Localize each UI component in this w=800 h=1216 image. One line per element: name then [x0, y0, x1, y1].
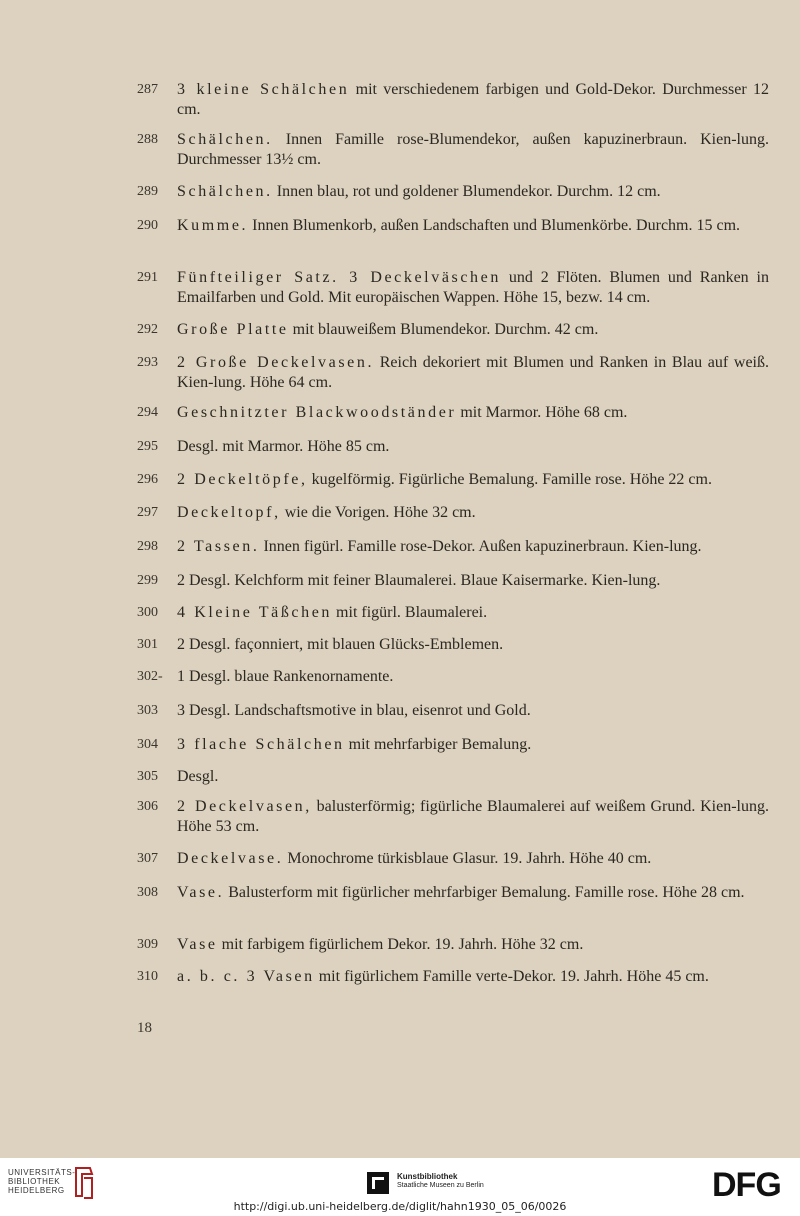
- entry-number: 303: [137, 703, 158, 718]
- entry-title: 2 Tassen.: [177, 538, 260, 555]
- entry-text: [177, 80, 769, 120]
- entry-title: 3 flache Schälchen: [177, 736, 345, 753]
- entry-number: 295: [137, 439, 158, 454]
- entry-number: 300: [137, 605, 158, 620]
- entry-number: 292: [137, 322, 158, 337]
- entry-title: a. b. c. 3 Vasen: [177, 968, 315, 985]
- entry-number: 293: [137, 355, 158, 370]
- entry-title: Große Platte: [177, 321, 289, 338]
- catalog-entry: [137, 701, 769, 721]
- catalog-entry: [137, 849, 769, 869]
- uni-logo-line1: UNIVERSITÄTS-: [8, 1168, 76, 1177]
- catalog-entry: [137, 216, 769, 236]
- entry-number: 306: [137, 799, 158, 814]
- entry-text: [177, 849, 769, 869]
- catalog-entry: [137, 503, 769, 523]
- catalog-entry: [137, 935, 769, 955]
- catalog-entry: [137, 667, 769, 687]
- university-library-logo[interactable]: [8, 1168, 75, 1195]
- catalog-entry: [137, 571, 769, 591]
- entry-text: [177, 437, 769, 457]
- entry-title: 2 Große Deckelvasen.: [177, 354, 375, 371]
- catalog-entry: [137, 967, 769, 987]
- entry-text: [177, 735, 769, 755]
- kunstbibliothek-title: Kunstbibliothek: [397, 1172, 458, 1181]
- entry-text: [177, 537, 769, 557]
- entry-text: [177, 883, 769, 903]
- entry-description: Innen blau, rot und goldener Blumendekor. Durchm. 12 cm.: [272, 183, 661, 200]
- entry-text: [177, 603, 769, 623]
- catalog-entry: [137, 437, 769, 457]
- entry-description: mit figürlichem Famille verte-Dekor. 19. Jahrh. Höhe 45 cm.: [314, 968, 709, 985]
- entry-description: balusterförmig; figürliche Blaumalerei auf weißem Grund. Kien-lung. Höhe 53 cm.: [177, 798, 769, 835]
- entry-title: Vase: [177, 936, 218, 953]
- entry-text: [177, 635, 769, 655]
- entry-title: 4 Kleine Täßchen: [177, 604, 333, 621]
- entry-title: Schälchen.: [177, 131, 273, 148]
- entry-number: 299: [137, 573, 158, 588]
- entry-number: 302-: [137, 669, 163, 684]
- entry-text: [177, 967, 769, 987]
- entry-number: 309: [137, 937, 158, 952]
- catalog-entry: [137, 735, 769, 755]
- entry-title: Deckeltopf,: [177, 504, 281, 521]
- entry-description: mit farbigem figürlichem Dekor. 19. Jahrh. Höhe 32 cm.: [217, 936, 584, 953]
- entry-title: 2 Deckeltöpfe,: [177, 471, 308, 488]
- university-emblem-icon: [72, 1166, 96, 1200]
- catalog-entry: [137, 883, 769, 903]
- entry-number: 288: [137, 132, 158, 147]
- page-number: 18: [137, 1020, 152, 1036]
- entry-number: 308: [137, 885, 158, 900]
- entry-title: Schälchen.: [177, 183, 273, 200]
- dfg-logo[interactable]: DFG: [712, 1166, 781, 1204]
- catalog-entry: [137, 403, 769, 423]
- entry-description: und 2 Flöten. Blumen und Ranken in Emailfarben und Gold. Mit europäischen Wappen. Höhe 15, bezw. 14 cm.: [177, 269, 770, 306]
- kunstbibliothek-icon: [367, 1172, 389, 1194]
- entry-description: Balusterform mit figürlicher mehrfarbiger Bemalung. Famille rose. Höhe 28 cm.: [224, 884, 745, 901]
- entry-text: [177, 470, 769, 490]
- catalog-entry: [137, 603, 769, 623]
- entry-number: 296: [137, 472, 158, 487]
- entry-number: 294: [137, 405, 158, 420]
- catalog-entry: [137, 767, 769, 787]
- entry-title: Vase.: [177, 884, 225, 901]
- entry-number: 290: [137, 218, 158, 233]
- entry-number: 289: [137, 184, 158, 199]
- entry-number: 297: [137, 505, 158, 520]
- entry-description: 1 Desgl. blaue Rankenornamente.: [177, 668, 394, 685]
- catalog-entry: [137, 470, 769, 490]
- entry-number: 304: [137, 737, 158, 752]
- catalog-entry: [137, 537, 769, 557]
- entry-text: [177, 571, 769, 591]
- uni-logo-line3: HEIDELBERG: [8, 1186, 65, 1195]
- entry-text: [177, 667, 769, 687]
- entry-text: [177, 797, 769, 837]
- entry-title: Kumme.: [177, 217, 249, 234]
- entry-title: 2 Deckelvasen,: [177, 798, 312, 815]
- entry-number: 287: [137, 82, 158, 97]
- entry-title: 3 kleine Schälchen: [177, 81, 350, 98]
- uni-logo-line2: BIBLIOTHEK: [8, 1177, 61, 1186]
- entry-number: 310: [137, 969, 158, 984]
- entry-text: [177, 182, 769, 202]
- entry-text: [177, 403, 769, 423]
- entry-description: mit blauweißem Blumendekor. Durchm. 42 cm.: [288, 321, 599, 338]
- entry-description: Monochrome türkisblaue Glasur. 19. Jahrh. Höhe 40 cm.: [283, 850, 652, 867]
- catalog-entry: [137, 635, 769, 655]
- entry-description: Desgl.: [177, 768, 219, 785]
- entry-description: 3 Desgl. Landschaftsmotive in blau, eisenrot und Gold.: [177, 702, 531, 719]
- entry-title: Deckelvase.: [177, 850, 284, 867]
- catalog-entry: [137, 353, 769, 393]
- catalog-entry: [137, 130, 769, 170]
- entry-description: Innen Famille rose-Blumendekor, außen kapuzinerbraun. Kien-lung. Durchmesser 13½ cm.: [177, 131, 769, 168]
- entry-description: mit figürl. Blaumalerei.: [332, 604, 488, 621]
- entry-number: 307: [137, 851, 158, 866]
- catalog-entry: [137, 268, 769, 308]
- entry-text: [177, 767, 769, 787]
- entry-text: [177, 935, 769, 955]
- catalog-entry: [137, 80, 769, 120]
- entry-description: wie die Vorigen. Höhe 32 cm.: [280, 504, 476, 521]
- entry-text: [177, 216, 769, 236]
- entry-number: 298: [137, 539, 158, 554]
- entry-text: [177, 130, 769, 170]
- entry-text: [177, 503, 769, 523]
- kunstbibliothek-subtitle: Staatliche Museen zu Berlin: [397, 1182, 484, 1189]
- entry-text: [177, 353, 769, 393]
- entry-description: Innen Blumenkorb, außen Landschaften und Blumenkörbe. Durchm. 15 cm.: [248, 217, 741, 234]
- entry-text: [177, 701, 769, 721]
- entry-text: [177, 320, 769, 340]
- catalog-entry: [137, 320, 769, 340]
- entry-title: Fünfteiliger Satz. 3 Deckelväschen: [177, 269, 501, 286]
- entry-description: Reich dekoriert mit Blumen und Ranken in Blau auf weiß. Kien-lung. Höhe 64 cm.: [177, 354, 770, 391]
- catalog-entry: [137, 182, 769, 202]
- entry-text: [177, 268, 769, 308]
- entry-description: Innen figürl. Famille rose-Dekor. Außen kapuzinerbraun. Kien-lung.: [259, 538, 702, 555]
- entry-description: 2 Desgl. façonniert, mit blauen Glücks-Emblemen.: [177, 636, 504, 653]
- entry-title: Geschnitzter Blackwoodständer: [177, 404, 457, 421]
- entry-number: 305: [137, 769, 158, 784]
- catalog-entry: [137, 797, 769, 837]
- entry-description: mit verschiedenem farbigen und Gold-Dekor. Durchmesser 12 cm.: [177, 81, 769, 118]
- entry-number: 291: [137, 270, 158, 285]
- entry-description: kugelförmig. Figürliche Bemalung. Famille rose. Höhe 22 cm.: [307, 471, 712, 488]
- source-url[interactable]: http://digi.ub.uni-heidelberg.de/diglit/hahn1930_05_06/0026: [233, 1200, 567, 1213]
- entry-description: Desgl. mit Marmor. Höhe 85 cm.: [177, 438, 390, 455]
- entry-description: mit mehrfarbiger Bemalung.: [344, 736, 532, 753]
- entry-number: 301: [137, 637, 158, 652]
- entry-description: 2 Desgl. Kelchform mit feiner Blaumalerei. Blaue Kaisermarke. Kien-lung.: [177, 572, 661, 589]
- entry-description: mit Marmor. Höhe 68 cm.: [456, 404, 628, 421]
